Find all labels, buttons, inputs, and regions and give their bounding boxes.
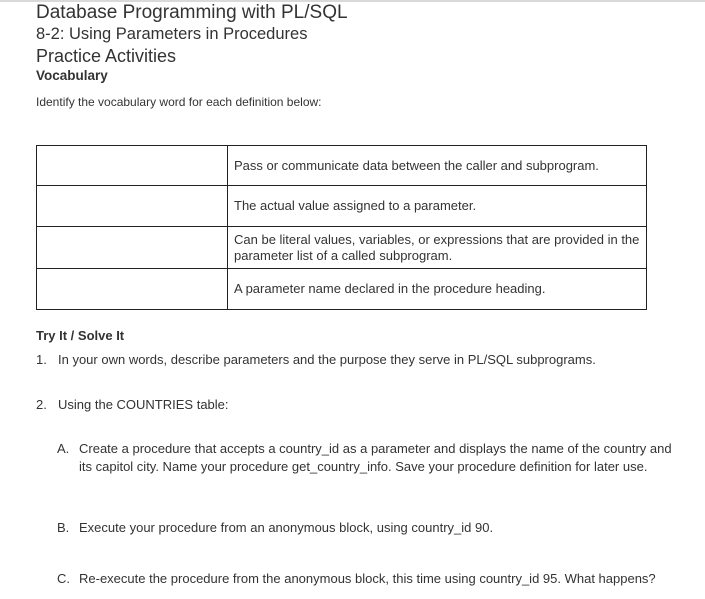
vocab-definition: The actual value assigned to a parameter. (228, 186, 647, 227)
vocab-row (37, 227, 647, 269)
question-text: Execute your procedure from an anonymous block, using country_id 90. (79, 520, 494, 535)
question-text: In your own words, describe parameters and the purpose they serve in PL/SQL subprograms. (58, 352, 596, 367)
vocab-row (37, 146, 647, 186)
vocab-definition: Can be literal values, variables, or expressions that are provided in the parameter list of a called subprogram. (228, 227, 647, 269)
question-text: Re-execute the procedure from the anonymous block, this time using country_id 95. What happens? (79, 571, 656, 586)
question-2 (36, 396, 698, 414)
question-text: Using the COUNTRIES table: (58, 397, 229, 412)
question-2b (57, 519, 699, 537)
question-2c (57, 570, 705, 588)
vocab-row (37, 269, 647, 310)
vocab-term-cell[interactable] (37, 227, 228, 269)
question-1 (36, 351, 698, 369)
question-2a (57, 440, 683, 476)
course-title: Database Programming with PL/SQL (36, 2, 348, 23)
vocabulary-instruction: Identify the vocabulary word for each definition below: (36, 95, 322, 109)
vocab-term-cell[interactable] (37, 269, 228, 310)
question-number: A. (57, 441, 70, 456)
question-number: 2. (36, 397, 47, 412)
vocab-definition: Pass or communicate data between the caller and subprogram. (228, 146, 647, 186)
question-number: 1. (36, 352, 47, 367)
try-it-heading: Try It / Solve It (36, 328, 125, 343)
question-text: Create a procedure that accepts a country_id as a parameter and displays the name of the country and its capitol city. Name your procedure get_country_info. Save your procedure definition for later use. (79, 441, 672, 474)
vocab-row (37, 186, 647, 227)
question-number: B. (57, 520, 70, 535)
vocab-term-cell[interactable] (37, 146, 228, 186)
section-title: Practice Activities (36, 46, 177, 66)
question-number: C. (57, 571, 70, 586)
vocab-definition: A parameter name declared in the procedure heading. (228, 269, 647, 310)
vocabulary-heading: Vocabulary (36, 68, 108, 83)
vocab-term-cell[interactable] (37, 186, 228, 227)
lesson-title: 8-2: Using Parameters in Procedures (36, 25, 308, 43)
vocabulary-table (36, 145, 647, 310)
